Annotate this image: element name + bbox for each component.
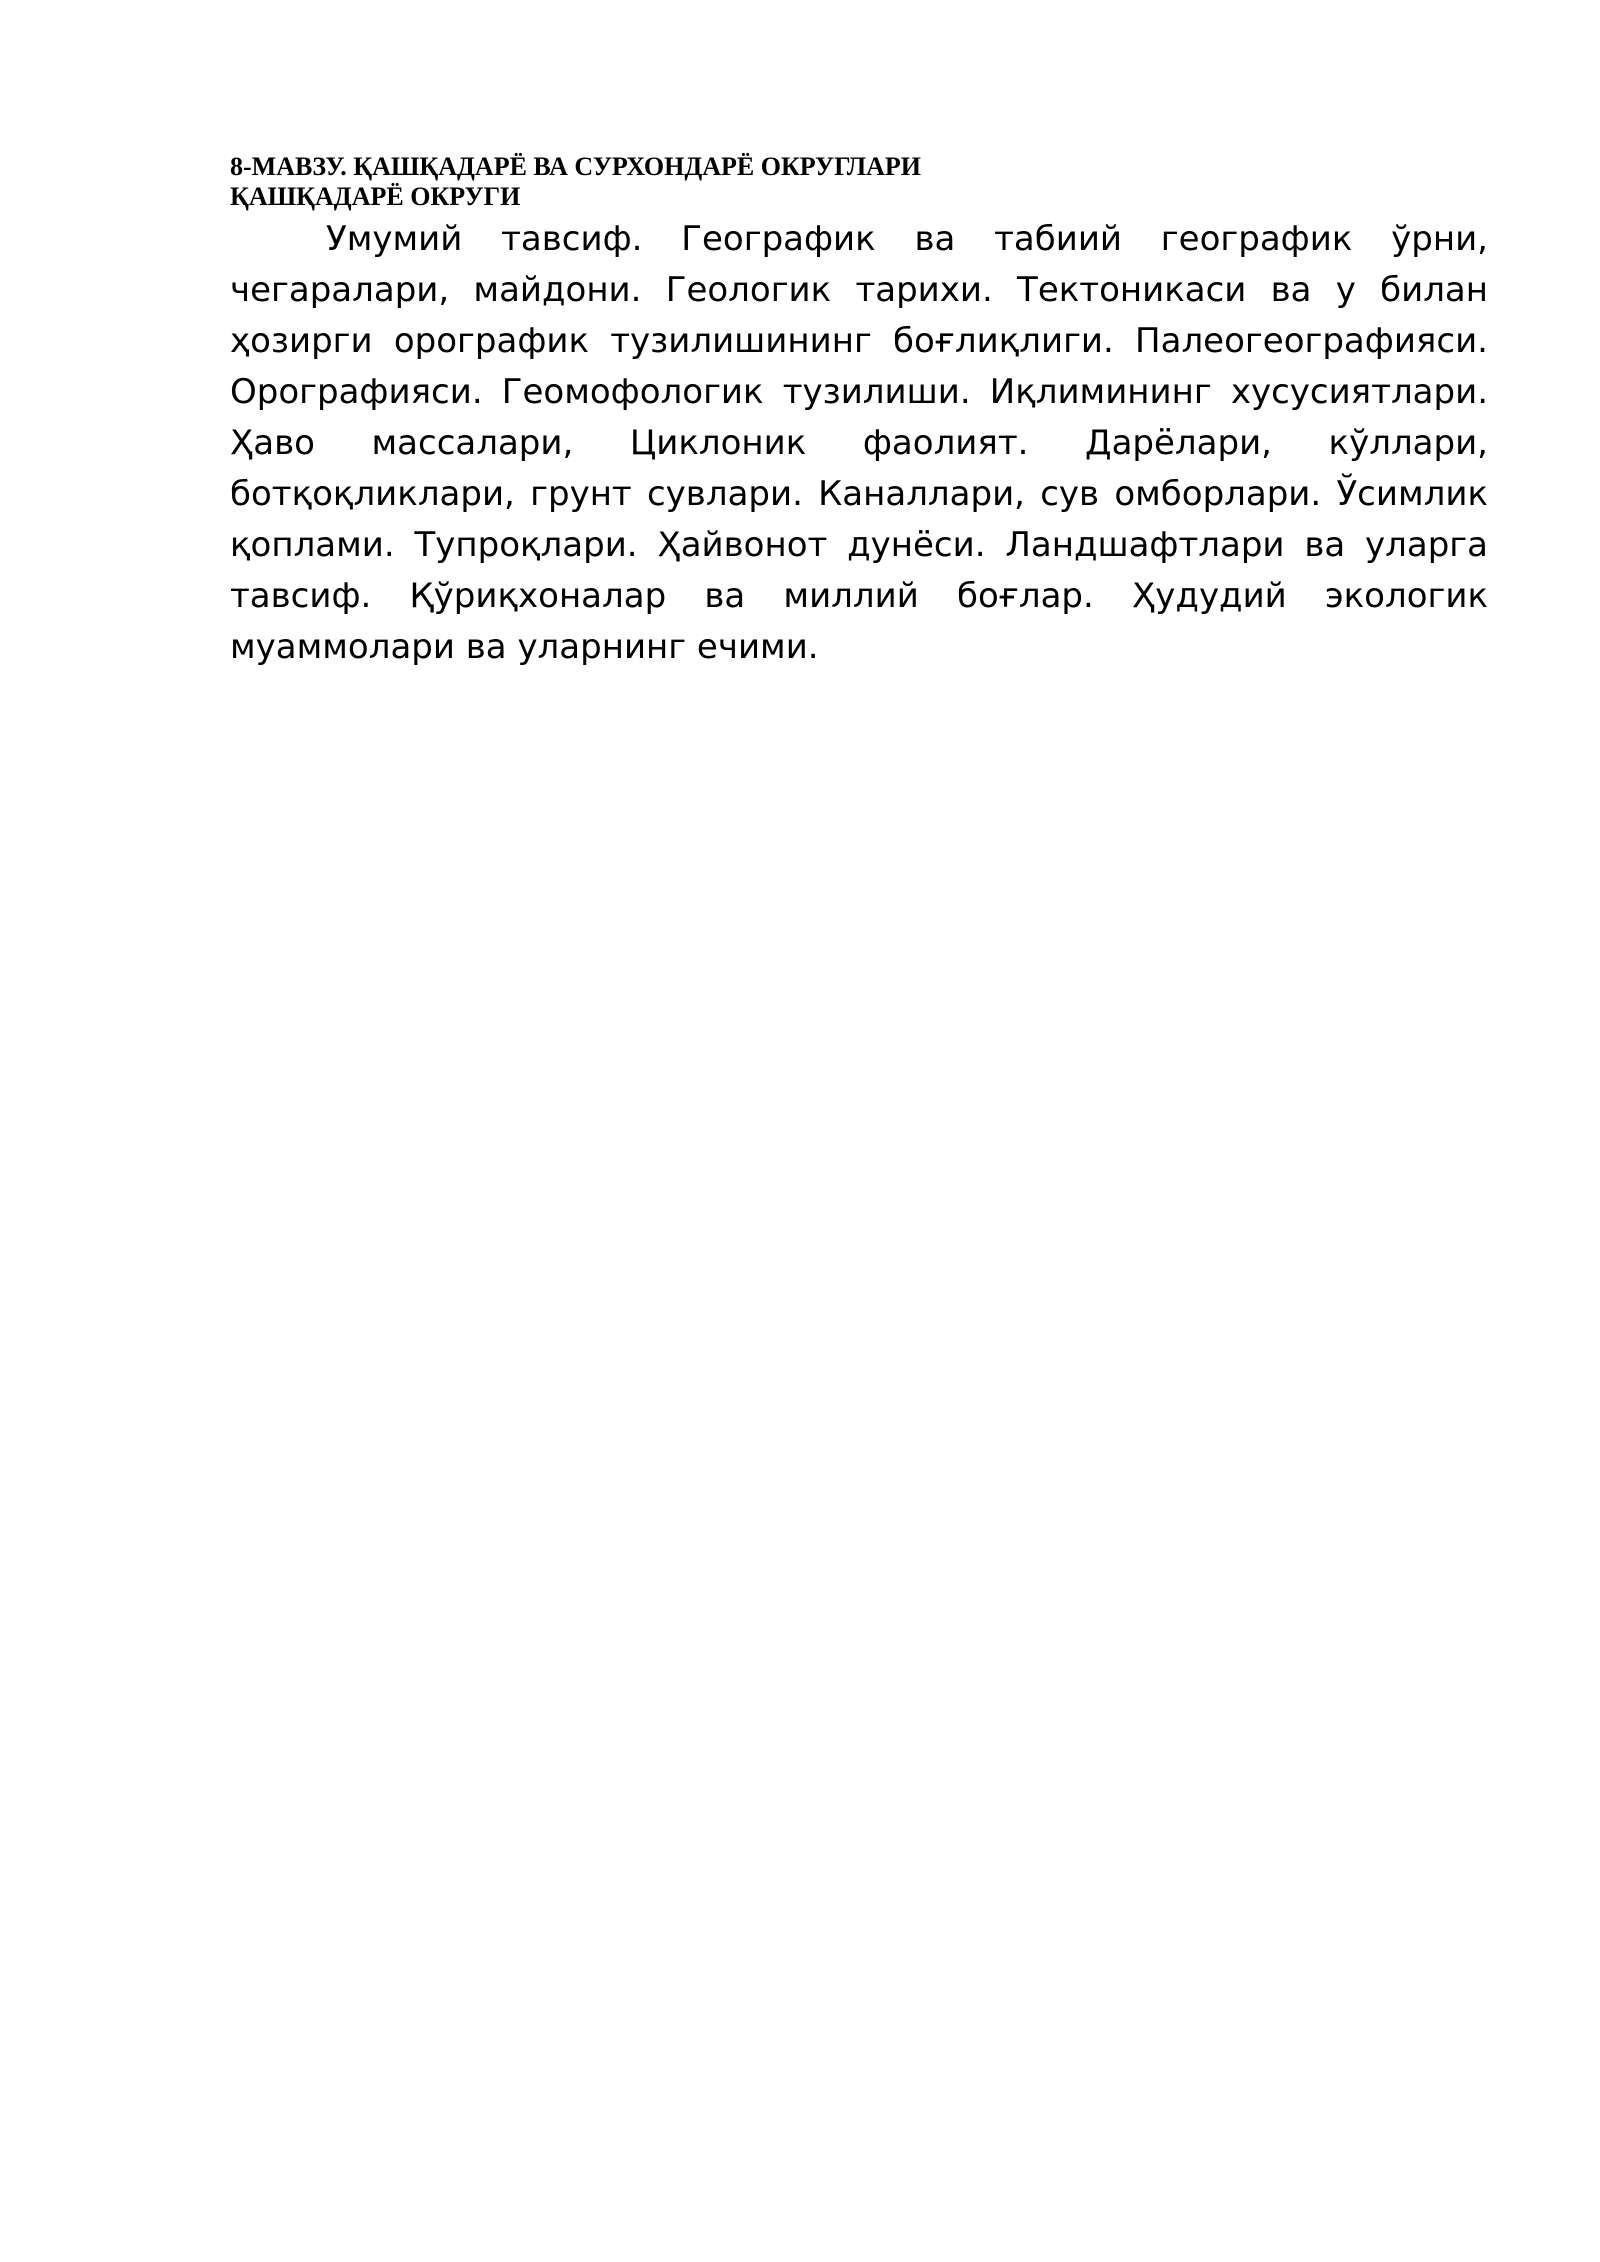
body-paragraph: Умумий тавсиф. Географик ва табиий географик ўрни, чегаралари, майдони. Геологик тарихи. Тектоникаси ва у билан ҳозирги орографик тузилишининг боғлиқлиги. Палеогеографияси. Орографияси. Геомофологик тузилиши. Иқлимининг хусусиятлари. Ҳаво массалари, Циклоник фаолият. Дарёлари, кўллари, ботқоқликлари, грунт сувлари. Каналлари, сув омборлари. Ўсимлик қоплами. Тупроқлари. Ҳайвонот дунёси. Ландшафтлари ва уларга тавсиф. Қўриқхоналар ва миллий боғлар. Ҳудудий экологик муаммолари ва уларнинг ечими. — [230, 219, 1488, 667]
section-title: ҚАШҚАДАРЁ ОКРУГИ — [230, 182, 521, 211]
page-content — [230, 152, 1488, 673]
topic-title: 8-МАВЗУ. ҚАШҚАДАРЁ ВА СУРХОНДАРЁ ОКРУГЛАРИ — [230, 152, 921, 181]
